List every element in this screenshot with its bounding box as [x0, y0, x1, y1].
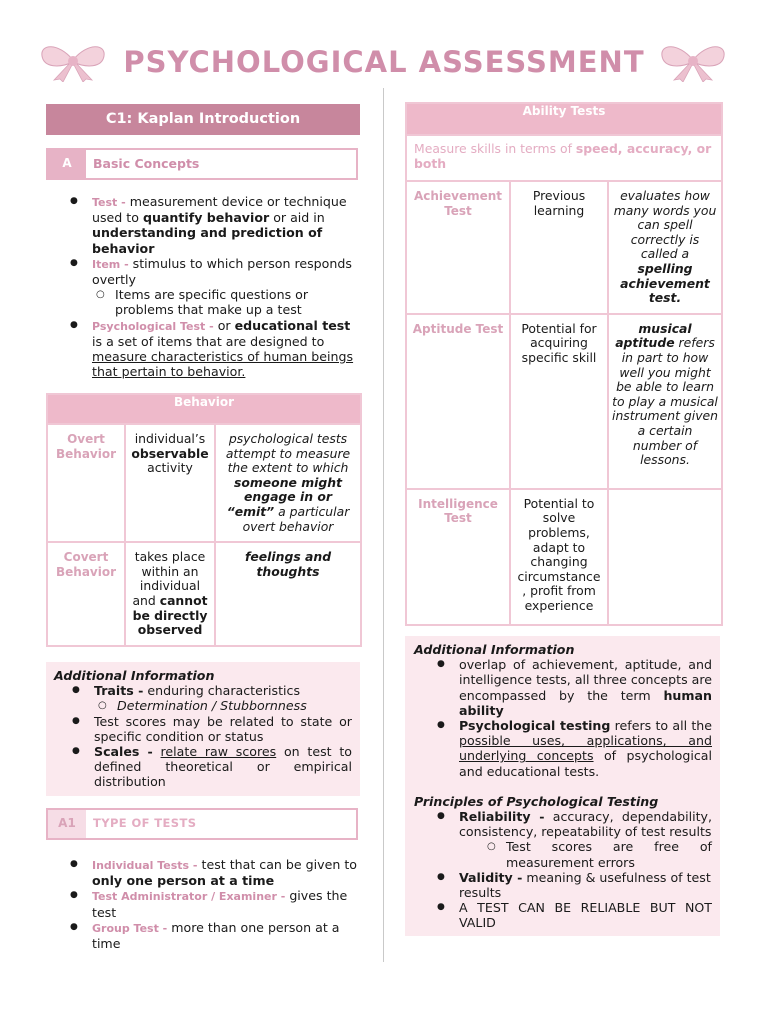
row-header: Overt Behavior: [47, 424, 125, 542]
additional-info-box: [405, 636, 720, 936]
row-header: Covert Behavior: [47, 542, 125, 646]
list-item: ● Test scores may be related to state or specific condition or status: [70, 714, 352, 744]
list-item: ● Psychological testing refers to all the possible uses, applications, and underlying concepts of psychological and educational tests.: [435, 718, 712, 779]
list-item: ● Scales - relate raw scores on test to defined theoretical or empirical distribution: [70, 744, 352, 790]
info-title: Additional Information: [54, 668, 215, 683]
row-header: Intelligence Test: [406, 489, 510, 625]
table-row: [47, 542, 361, 646]
list-item: ● Validity - meaning & usefulness of test results: [435, 870, 712, 900]
table-cell: evaluates how many words you can spell correctly is called a spelling achievement test.: [608, 181, 722, 314]
list-item: ● Individual Tests - test that can be given to only one person at a time: [68, 857, 360, 888]
sub-list-item: ○ Test scores are free of measurement errors: [483, 839, 712, 869]
table-cell: Potential for acquiring specific skill: [510, 314, 608, 489]
table-heading: Ability Tests: [406, 103, 722, 135]
principles-title: Principles of Psychological Testing: [414, 793, 659, 809]
table-cell: takes place within an individual and cannot be directly observed: [125, 542, 215, 646]
column-divider: [383, 88, 384, 962]
table-row: [406, 314, 722, 489]
table-row: [47, 424, 361, 542]
list-item: ● Traits - enduring characteristics ○ Determination / Stubbornness: [70, 683, 352, 713]
table-row: [406, 489, 722, 625]
term-label: Test -: [92, 196, 126, 209]
term-label: Psychological Test -: [92, 319, 214, 333]
page-header: [0, 38, 768, 90]
list-item: ● Test Administrator / Examiner - gives the test: [68, 888, 360, 919]
row-header: Aptitude Test: [406, 314, 510, 489]
section-label: Basic Concepts: [93, 156, 200, 172]
section-type-of-tests: [46, 808, 358, 840]
section-letter: A1: [48, 810, 86, 838]
section-letter: A: [48, 150, 86, 178]
table-cell: musical aptitude refers in part to how well you might be able to learn to play a musical instrument given a certain number of lessons.: [608, 314, 722, 489]
behavior-table: [46, 393, 362, 647]
sub-list-item: ○ Items are specific questions or problems that make up a test: [92, 287, 358, 317]
bow-icon: [656, 42, 730, 82]
table-cell: feelings and thoughts: [215, 542, 361, 646]
table-cell: individual’s observable activity: [125, 424, 215, 542]
term-label: Item -: [92, 257, 129, 271]
basic-concepts-list: [68, 194, 358, 379]
ability-tests-table: [405, 102, 723, 626]
info-title: Additional Information: [414, 642, 575, 657]
row-header: Achievement Test: [406, 181, 510, 314]
sub-list-item: ○ Determination / Stubbornness: [94, 698, 352, 713]
chapter-banner: C1: Kaplan Introduction: [46, 104, 360, 135]
list-item: ● Reliability - accuracy, dependability, consistency, repeatability of test results ○ Test scores are free of measurement errors: [435, 809, 712, 870]
list-item: ● Group Test - more than one person at a time: [68, 920, 360, 951]
list-item: ● Psychological Test - or educational test is a set of items that are designed to measure characteristics of human beings that pertain to behavior.: [68, 318, 358, 380]
list-item: ● A TEST CAN BE RELIABLE BUT NOT VALID: [435, 900, 712, 930]
page-title: PSYCHOLOGICAL ASSESSMENT: [123, 45, 645, 79]
table-row: [406, 181, 722, 314]
table-cell: Previous learning: [510, 181, 608, 314]
section-label: TYPE OF TESTS: [93, 816, 197, 831]
table-cell: psychological tests attempt to measure the extent to which someone might engage in or “emit” a particular overt behavior: [215, 424, 361, 542]
table-heading: Behavior: [47, 394, 361, 424]
list-item: ● Item - stimulus to which person responds overtly ○ Items are specific questions or problems that make up a test: [68, 256, 358, 318]
test-types-list: [68, 857, 360, 951]
table-cell: Potential to solve problems, adapt to changing circumstance , profit from experience: [510, 489, 608, 625]
section-basic-concepts: [46, 148, 358, 180]
table-caption: Measure skills in terms of speed, accuracy, or both: [406, 135, 722, 181]
list-item: ● overlap of achievement, aptitude, and intelligence tests, all three concepts are encompassed by the term human ability: [435, 657, 712, 718]
additional-info-box: [46, 662, 360, 796]
list-item: ● Test - measurement device or technique used to quantify behavior or aid in understanding and prediction of behavior: [68, 194, 358, 256]
table-cell: [608, 489, 722, 625]
